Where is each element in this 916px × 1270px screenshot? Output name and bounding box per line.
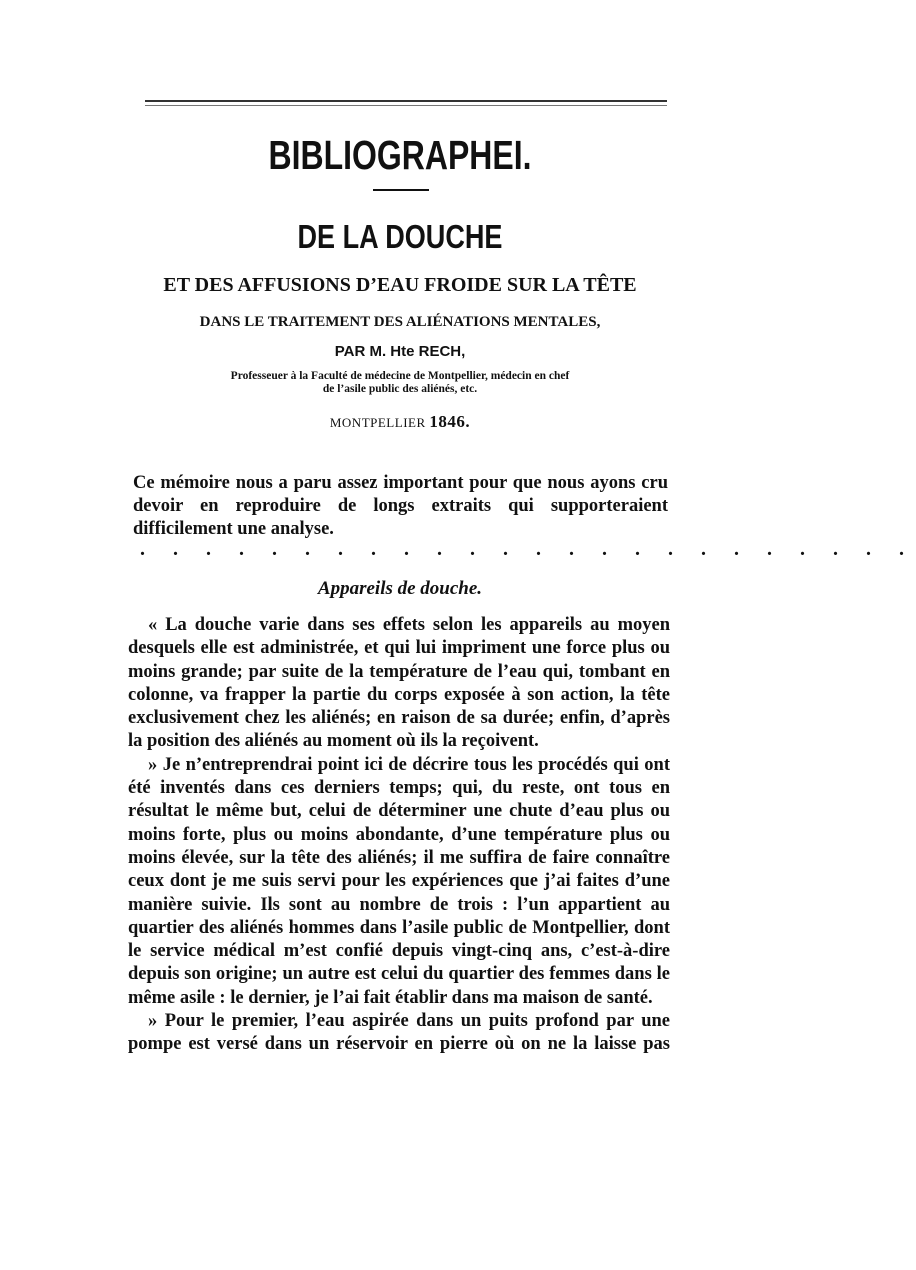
author-affiliation — [0, 370, 800, 396]
body-text — [128, 614, 670, 1057]
body-paragraph: » Je n’entreprendrai point ici de décrire tous les procédés qui ont été inventés dans ces derniers temps; qui, du reste, ont tous en résultat le même but, celui de déterminer une chute d’eau plus ou moins forte, plus ou moins abondante, d’une température plus ou moins élevée, sur la tête des aliénés; il me suffira de faire connaître ceux dont je me suis servi pour les expériences que j’ai faites d’une manière suivie. Ils sont au nombre de trois : l’un appartient au quartier des aliénés hommes dans l’asile public de Montpellier, dont le service médical m’est confié depuis vingt-cinq ans, c’est-à-dire depuis son origine; un autre est celui du quartier des femmes dans le même asile : le dernier, je l’ai fait établir dans ma maison de santé. — [128, 754, 670, 1008]
title-divider — [373, 189, 429, 191]
header-rule — [145, 100, 667, 106]
publication-year: 1846. — [429, 412, 471, 431]
intro-paragraph: Ce mémoire nous a paru assez important pour que nous ayons cru devoir en reproduire de longs extraits qui supporteraient difficilement une analyse. — [133, 473, 668, 539]
section-heading: Appareils de douche. — [317, 578, 483, 599]
affiliation-line: Professeuer à la Faculté de médecine de Montpellier, médecin en chef — [230, 370, 570, 382]
work-title-line2: ET DES AFFUSIONS D’EAU FROIDE SUR LA TÊTE — [163, 274, 637, 296]
page-title: BIBLIOGRAPHEI. — [268, 132, 532, 178]
author: PAR M. Hte RECH, — [334, 343, 466, 360]
running-head — [150, 84, 665, 98]
ellipsis-dots: . . . . . . . . . . . . . . . . . . . . . . . . — [140, 538, 916, 560]
work-title-line3: DANS LE TRAITEMENT DES ALIÉNATIONS MENTALES, — [199, 314, 601, 330]
body-paragraph: » Pour le premier, l’eau aspirée dans un puits profond par une pompe est versé dans un réservoir en pierre où on ne la laisse pas — [128, 1011, 670, 1055]
work-title: DE LA DOUCHE — [297, 218, 503, 255]
body-paragraph: « La douche varie dans ses effets selon les appareils au moyen desquels elle est administrée, et qui lui impriment une force plus ou moins grande; par suite de la température de l’eau qui, tombant en colonne, va frapper la partie du corps exposée à son action, la tête exclusivement chez les aliénés; en raison de sa durée; enfin, d’après la position des aliénés au moment où ils la reçoivent. — [128, 615, 670, 752]
affiliation-line: de l’asile public des aliénés, etc. — [322, 383, 478, 395]
publication-place — [0, 412, 800, 432]
place-name: MONTPELLIER — [329, 415, 426, 430]
